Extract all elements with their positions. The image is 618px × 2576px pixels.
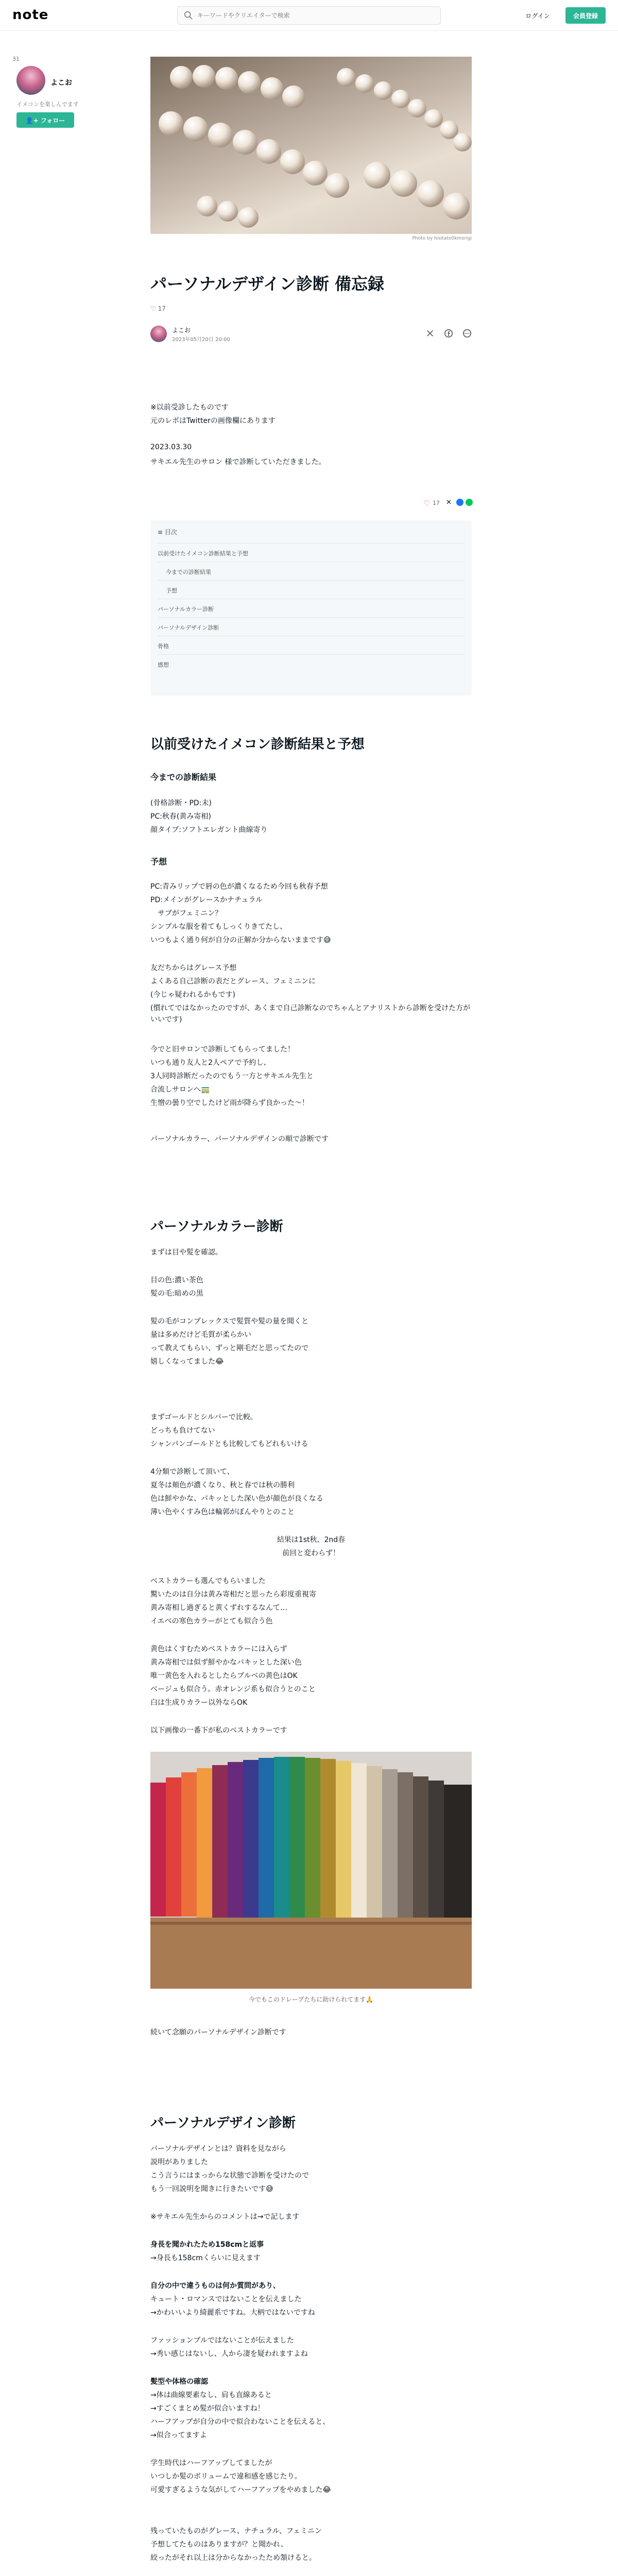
likes-count: 17: [158, 305, 166, 312]
author-name[interactable]: よこお: [172, 327, 191, 334]
x-icon[interactable]: ✕: [446, 499, 452, 506]
body-line: 残っていたものがグレース、ナチュラル、フェミニン: [150, 2527, 322, 2535]
intro-line: 2023.03.30: [150, 443, 192, 451]
body-line: ベージュも似合う。赤オレンジ系も似合うとのこと: [150, 1685, 316, 1693]
author-avatar[interactable]: [150, 326, 167, 342]
subsection-heading: 今までの診断結果: [150, 772, 217, 782]
intro-line: 元のレポはTwitterの画像欄にあります: [150, 417, 276, 425]
heart-icon[interactable]: ♡: [423, 499, 431, 508]
search-box[interactable]: [177, 6, 441, 25]
body-line: (骨格診断・PD:未): [150, 799, 212, 807]
body-line: いつしか髪のボリュームで違和感を感じたり。: [150, 2472, 302, 2481]
body-line: シャンパンゴールドとも比較してもどれもいける: [150, 1440, 308, 1448]
creator-name[interactable]: よこお: [50, 79, 72, 87]
body-line: キュート・ロマンスではないことを伝えました: [150, 2295, 302, 2303]
likes-summary[interactable]: [150, 305, 166, 312]
body-line: 生憎の曇り空でしたけど雨が降らず良かった〜！: [150, 1099, 309, 1107]
body-line: PD:メインがグレースかナチュラル: [150, 896, 263, 904]
share-icon[interactable]: [462, 329, 472, 338]
body-line: →身長も158cmくらいに見えます: [150, 2254, 261, 2262]
toc-item[interactable]: 予想: [166, 587, 177, 594]
body-line: 絞ったがそれ以上は分からなかったため頷けると。: [150, 2554, 316, 2562]
toc-item[interactable]: 骨格: [158, 643, 169, 650]
toc-item[interactable]: 感想: [158, 662, 169, 668]
hero-credit: Photo by hisitato0kmorigi: [412, 236, 472, 241]
body-line: ベストカラーも選んでもらいました: [150, 1577, 266, 1585]
body-line: 自分の中で違うものは何か質問があり、: [150, 2282, 280, 2290]
body-line: →すごくまとめ髪が似合いますね！: [150, 2404, 265, 2413]
subsection-heading: 予想: [150, 857, 167, 867]
note-logo[interactable]: note: [12, 7, 49, 23]
body-line: シンプルな服を着てもしっくりきてたし、: [150, 923, 287, 931]
creator-description: イメコンを楽しんでます: [16, 101, 79, 108]
toc-item[interactable]: 以前受けたイメコン診断結果と予想: [158, 550, 248, 557]
body-line: 驚いたのは自分は黄み寄相だと思ったら彩度重視寄: [150, 1590, 316, 1599]
body-line: 唯一黄色を入れるとしたらブルベの黄色はOK: [150, 1672, 298, 1680]
body-line: 続いて念願のパーソナルデザイン診断です: [150, 2028, 286, 2037]
body-line: 合流しサロンへ🚃: [150, 1086, 210, 1094]
author-row: [150, 325, 472, 345]
body-line: 予想してたものはありますが？と聞かれ、: [150, 2540, 288, 2549]
sidebar-count: 31: [12, 56, 20, 62]
body-line: ※サキエル先生からのコメントは→で記します: [150, 2213, 300, 2221]
body-line: 可愛すぎるような気がしてハーフアップをやめました😂: [150, 2486, 331, 2494]
article-title: パーソナルデザイン診断 備忘録: [150, 274, 385, 294]
intro-line: サキエル先生のサロン 様で診断していただきました。: [150, 458, 326, 466]
facebook-icon[interactable]: [456, 499, 464, 506]
body-line: 以下画像の一番下が私のベストカラーです: [150, 1726, 287, 1735]
body-line: 3人同時診断だったのでもう一方とサキエル先生と: [150, 1072, 314, 1080]
result-line: 前回と変わらず！: [282, 1549, 340, 1557]
follow-button[interactable]: [16, 112, 74, 128]
body-line: 薄い色やくすみ色は輪郭がぼんやりとのこと: [150, 1508, 295, 1516]
x-icon[interactable]: [425, 329, 435, 338]
section-heading: パーソナルデザイン診断: [150, 2115, 296, 2131]
body-line: いつも通り友人と2人ペアで予約し、: [150, 1059, 271, 1067]
body-line: 黄み寄相し過ぎると黄くずれするなんて…: [150, 1604, 287, 1612]
body-line: よくある自己診断の表だとグレース、フェミニンに: [150, 977, 316, 986]
body-line: →かわいいより綺麗系ですね。大柄ではないですね: [150, 2309, 315, 2317]
hero-image: [150, 57, 472, 234]
publish-date: 2023年05月20日 20:00: [172, 337, 230, 343]
body-line: PC:青みリップで唇の色が濃くなるため今回も秋春予想: [150, 883, 328, 891]
body-line: 嬉しくなってました😂: [150, 1358, 224, 1366]
section-heading: パーソナルカラー診断: [150, 1219, 283, 1234]
body-line: 目の色:濃い茶色: [150, 1276, 203, 1284]
heart-icon[interactable]: ♡: [150, 305, 158, 312]
pearls-illustration: [150, 57, 472, 234]
search-icon: [184, 11, 193, 20]
body-line: 量は多めだけど毛質が柔らかい: [150, 1331, 251, 1339]
drape-photo: [150, 1752, 472, 1989]
body-line: いつもよく通り何が自分の正解か分からないままです😅: [150, 936, 331, 944]
body-line: って教えてもらい、ずっと剛毛だと思ってたので: [150, 1344, 309, 1352]
login-button[interactable]: ログイン: [517, 8, 558, 23]
action-likes: 17: [433, 500, 440, 506]
body-line: (今じゃ疑われるかもです): [150, 991, 235, 999]
body-line: 4分類で診断して頂いて、: [150, 1468, 234, 1476]
body-line: まずは目や髪を確認。: [150, 1248, 222, 1257]
body-line: 黄色はくすむためベストカラーには入らず: [150, 1645, 287, 1653]
intro-line: ※以前受診したものです: [150, 403, 229, 412]
body-line: ファッションブルではないことが伝えました: [150, 2336, 294, 2345]
avatar[interactable]: [16, 66, 45, 95]
follow-label: フォロー: [40, 116, 65, 124]
share-icons: [425, 329, 472, 338]
body-line: 友だちからはグレース予想: [150, 964, 237, 972]
toc-item[interactable]: パーソナルデザイン診断: [158, 624, 219, 631]
body-line: PC:秋春(黄み寄相): [150, 812, 211, 821]
body-paragraph: (慣れてではなかったのですが、あくまで自己診断なのでちゃんとアナリストから診断を受けた方がいいです): [150, 1004, 471, 1024]
follow-icon: 👤+: [25, 116, 41, 124]
site-header: [0, 0, 618, 31]
body-line: まずゴールドとシルバーで比較。: [150, 1413, 258, 1421]
toc-title[interactable]: ≡ 目次: [158, 529, 177, 536]
body-line: 髪型や体格の確認: [150, 2378, 208, 2386]
body-line: サブがフェミニン？: [150, 909, 222, 918]
body-line: こう言うにはまっからな状態で診断を受けたので: [150, 2172, 309, 2180]
creator-sidebar: [12, 56, 126, 124]
article-header: [150, 273, 472, 343]
body-line: パーソナルデザインとは？資料を見ながら: [150, 2145, 286, 2153]
body-line: 学生時代はハーフアップしてましたが: [150, 2459, 272, 2467]
facebook-icon[interactable]: [444, 329, 453, 338]
body-line: 説明がありました: [150, 2158, 208, 2166]
search-input[interactable]: [197, 10, 434, 21]
result-line: 結果は1st秋、2nd春: [277, 1536, 346, 1544]
body-line: 白は生成りカラー以外ならOK: [150, 1699, 248, 1707]
body-line: 顔タイプ:ソフトエレガント曲線寄り: [150, 826, 268, 834]
image-caption: 今でもこのドレープたちに助けられてます🙏: [248, 1996, 374, 2003]
body-line: →体は曲線要素なし、肩も直線あると: [150, 2391, 272, 2399]
body-line: イエベの寒色カラーがとても似合う色: [150, 1617, 273, 1625]
body-line: どっちも負けてない: [150, 1427, 215, 1435]
body-line: 色は鮮やかな、パキッとした深い色が顔色が良くなる: [150, 1495, 323, 1503]
table-of-contents: [150, 520, 472, 696]
body-line: パーソナルカラー、パーソナルデザインの順で診断です: [150, 1135, 329, 1143]
body-line: 黄み寄相では似ず鮮やかなパキッとした深い色: [150, 1658, 302, 1667]
line-icon[interactable]: [466, 499, 473, 506]
body-line: →似合ってますよ: [150, 2431, 207, 2439]
body-line: ハーフアップが自分の中で似合わないことを伝えると、: [150, 2418, 330, 2426]
signup-button[interactable]: 会員登録: [565, 7, 606, 24]
body-line: もう一回説明を聞きに行きたいです😅: [150, 2185, 273, 2193]
body-line: →秀い感じはないし、人から凄を疑われますよね: [150, 2350, 308, 2358]
body-line: 髪の毛:暗めの黒: [150, 1290, 203, 1298]
section-heading: 以前受けたイメコン診断結果と予想: [150, 737, 365, 752]
toc-item[interactable]: パーソナルカラー診断: [158, 606, 214, 613]
drape-swatches: [150, 1752, 472, 1989]
action-row: [150, 499, 472, 511]
body-line: 身長を聞かれたため158cmと返事: [150, 2241, 264, 2249]
toc-item[interactable]: 今までの診断結果: [166, 569, 211, 575]
body-line: 今でと旧サロンで診断してもらってました！: [150, 1045, 295, 1054]
body-line: 夏冬は頬色が濃くなり、秋と春では秋の勝利: [150, 1481, 295, 1489]
body-line: 髪の毛がコンプレックスで髪質や髪の量を聞くと: [150, 1317, 309, 1326]
